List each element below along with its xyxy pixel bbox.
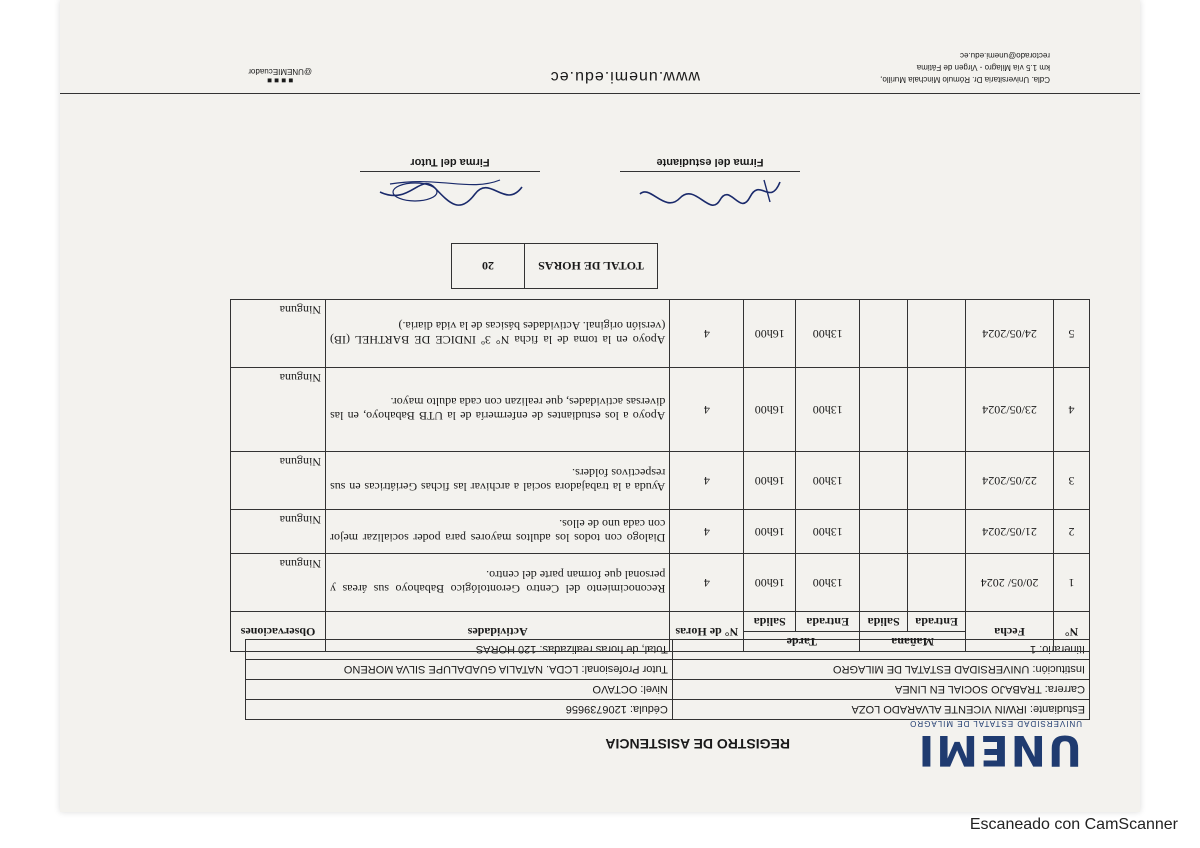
footer-contact xyxy=(880,49,1050,85)
table-row xyxy=(231,368,1090,452)
row-date: 24/05/2024 xyxy=(966,300,1054,368)
row-number: 1 xyxy=(1054,554,1090,612)
row-morning-out xyxy=(860,300,908,368)
row-observation: Ninguna xyxy=(231,554,326,612)
info-row xyxy=(246,680,1090,700)
footer-email: rectorado@unemi.edu.ec xyxy=(960,51,1050,60)
col-date: Fecha xyxy=(966,612,1054,652)
table-row xyxy=(231,300,1090,368)
row-morning-out xyxy=(860,452,908,510)
row-hours: 4 xyxy=(670,452,744,510)
student-id: Cédula: 1206739656 xyxy=(246,700,673,720)
col-hours: N° de Horas xyxy=(670,612,744,652)
row-activity: Apoyo en la toma de la ficha N° 3º INDICE DE BARTHEL (IB) (versión original. Actividades básicas de la vida diaria.) xyxy=(326,300,670,368)
col-no: N° xyxy=(1054,612,1090,652)
col-observations: Observaciones xyxy=(231,612,326,652)
total-hours: Total, de horas realizadas: 120 HORAS xyxy=(246,640,673,660)
tutor-signature-label: Firma del Tutor xyxy=(410,156,490,168)
row-number: 4 xyxy=(1054,368,1090,452)
header-row xyxy=(231,632,1090,652)
col-morning-in: Entrada xyxy=(908,612,966,632)
logo-wordmark: UNEMI xyxy=(916,726,1082,775)
tutor-signature xyxy=(360,156,540,172)
total-hours-label: TOTAL DE HORAS xyxy=(525,244,658,289)
camscanner-watermark: Escaneado con CamScanner xyxy=(969,816,1178,833)
row-hours: 4 xyxy=(670,554,744,612)
row-observation: Ninguna xyxy=(231,510,326,554)
document-title: REGISTRO DE ASISTENCIA xyxy=(605,736,790,752)
social-icons xyxy=(248,76,312,85)
row-activity: Reconocimiento del Centro Gerontológico Babahoyo sus áreas y personal que forman parte del centro. xyxy=(326,554,670,612)
row-afternoon-out: 16h00 xyxy=(744,452,796,510)
row-hours: 4 xyxy=(670,510,744,554)
unemi-logo xyxy=(872,719,1082,775)
professional-tutor: Tutor Profesional: LCDA. NATALIA GUADALUPE SILVA MORENO xyxy=(246,660,673,680)
rotated-document xyxy=(60,0,1140,812)
social-handle: @UNEMIEcuador xyxy=(248,67,312,76)
row-date: 20/05/ 2024 xyxy=(966,554,1054,612)
page-footer xyxy=(60,33,1140,94)
col-activities: Actividades xyxy=(326,612,670,652)
youtube-icon: ■ xyxy=(267,76,272,85)
table-row xyxy=(231,452,1090,510)
row-morning-out xyxy=(860,554,908,612)
table-row xyxy=(231,554,1090,612)
row-afternoon-out: 16h00 xyxy=(744,368,796,452)
attendance-table xyxy=(230,299,1090,652)
row-activity: Dialogo con todos los adultos mayores para poder socializar mejor con cada uno de ellos. xyxy=(326,510,670,554)
student-name: Estudiante: IRWIN VICENTE ALVARADO LOZA xyxy=(672,700,1089,720)
col-afternoon-in: Entrada xyxy=(796,612,860,632)
student-signature-label: Firma del estudiante xyxy=(656,156,764,168)
facebook-icon: ■ xyxy=(288,76,294,85)
level: Nivel: OCTAVO xyxy=(246,680,673,700)
col-morning-out: Salida xyxy=(860,612,908,632)
row-number: 3 xyxy=(1054,452,1090,510)
career: Carrera: TRABAJO SOCIAL EN LINEA xyxy=(672,680,1089,700)
tutor-signature-scribble xyxy=(370,172,530,212)
total-hours-table xyxy=(451,243,658,289)
row-number: 5 xyxy=(1054,300,1090,368)
row-date: 21/05/2024 xyxy=(966,510,1054,554)
institution: Institución: UNIVERSIDAD ESTATAL DE MILAGRO xyxy=(672,660,1089,680)
row-afternoon-out: 16h00 xyxy=(744,300,796,368)
row-observation: Ninguna xyxy=(231,452,326,510)
row-morning-in xyxy=(908,554,966,612)
total-hours-value: 20 xyxy=(452,244,525,289)
student-signature-scribble xyxy=(630,172,790,212)
row-afternoon-out: 16h00 xyxy=(744,510,796,554)
footer-address-line-1: Cdla. Universitaria Dr. Rómulo Minchala Murillo, xyxy=(880,75,1050,84)
itinerary: Itinerario: 1 xyxy=(672,640,1089,660)
twitter-icon: ■ xyxy=(274,76,280,85)
footer-address-line-2: km 1.5 vía Milagro - Virgen de Fátima xyxy=(916,63,1050,72)
row-morning-in xyxy=(908,510,966,554)
row-afternoon-in: 13h00 xyxy=(796,510,860,554)
student-signature xyxy=(620,156,800,172)
row-morning-out xyxy=(860,368,908,452)
row-afternoon-out: 16h00 xyxy=(744,554,796,612)
instagram-icon: ■ xyxy=(281,76,287,85)
row-date: 23/05/2024 xyxy=(966,368,1054,452)
table-row xyxy=(231,510,1090,554)
row-hours: 4 xyxy=(670,300,744,368)
scanned-page xyxy=(60,0,1140,812)
row-activity: Ayuda a la trabajadora social a archivar las fichas Geriátricas en sus respectivos folders. xyxy=(326,452,670,510)
row-afternoon-in: 13h00 xyxy=(796,368,860,452)
footer-website: www.unemi.edu.ec xyxy=(549,68,700,85)
row-observation: Ninguna xyxy=(231,300,326,368)
row-afternoon-in: 13h00 xyxy=(796,554,860,612)
row-morning-in xyxy=(908,452,966,510)
row-hours: 4 xyxy=(670,368,744,452)
col-afternoon-out: Salida xyxy=(744,612,796,632)
row-number: 2 xyxy=(1054,510,1090,554)
row-morning-in xyxy=(908,300,966,368)
row-activity: Apoyo a los estudiantes de enfermería de la UTB Babahoyo, en las diversas actividades, que realizan con cada adulto mayor. xyxy=(326,368,670,452)
row-afternoon-in: 13h00 xyxy=(796,300,860,368)
info-row xyxy=(246,660,1090,680)
row-date: 22/05/2024 xyxy=(966,452,1054,510)
footer-social xyxy=(248,67,312,85)
info-row xyxy=(246,700,1090,720)
col-morning: Mañana xyxy=(860,632,966,652)
col-afternoon: Tarde xyxy=(744,632,860,652)
row-morning-out xyxy=(860,510,908,554)
logo-subtitle: UNIVERSIDAD ESTATAL DE MILAGRO xyxy=(909,719,1082,728)
total-row xyxy=(452,244,658,289)
row-afternoon-in: 13h00 xyxy=(796,452,860,510)
row-observation: Ninguna xyxy=(231,368,326,452)
row-morning-in xyxy=(908,368,966,452)
